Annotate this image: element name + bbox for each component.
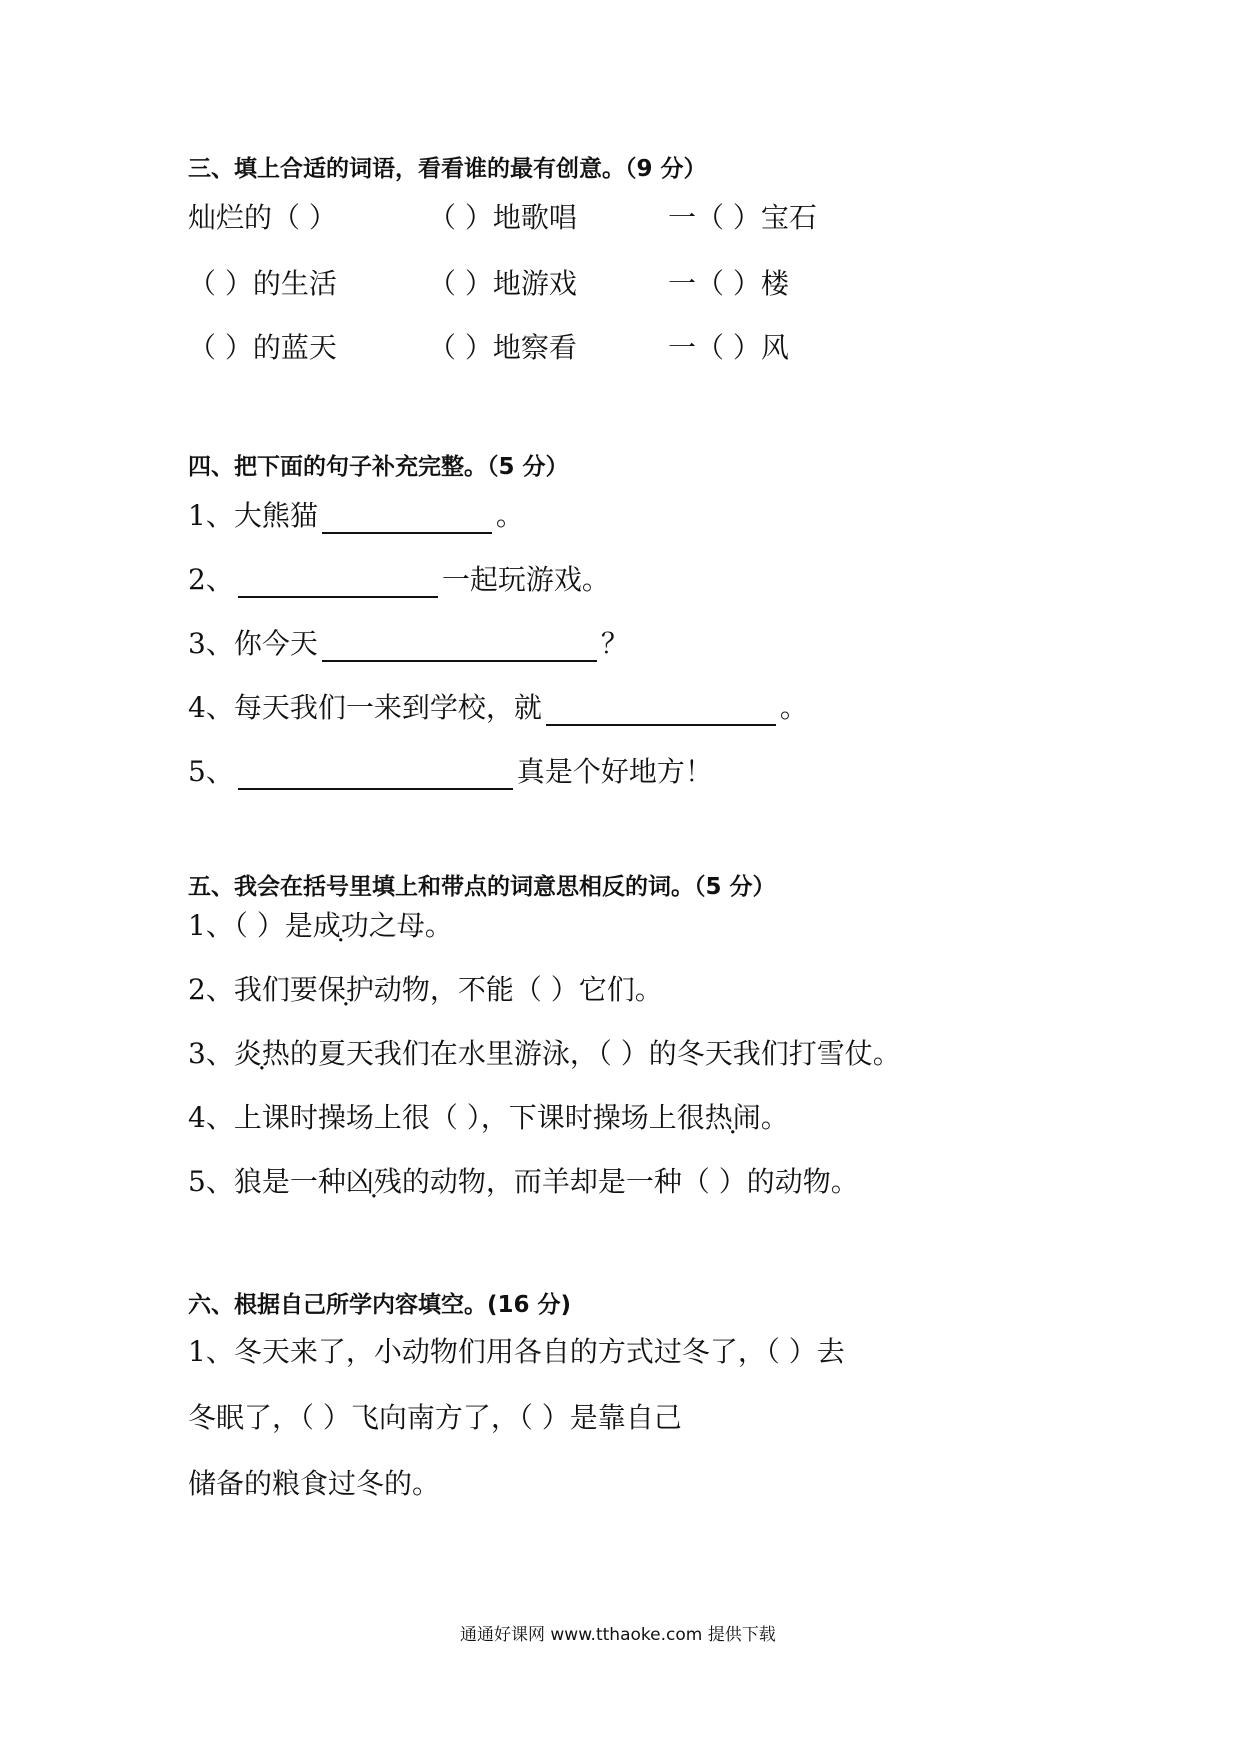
- s4-item-2: [188, 558, 610, 598]
- s5-item-4: [188, 1096, 789, 1136]
- s3-cell-1-2: （ ）地歌唱: [428, 201, 577, 234]
- s4-item-1: [188, 494, 524, 534]
- section-5-heading: 五、我会在括号里填上和带点的词意思相反的词。（5 分）: [188, 874, 776, 900]
- section-4-heading: 四、把下面的句子补充完整。（5 分）: [188, 454, 569, 480]
- s5-item-4-pre: 4、上课时操场上很（ ），下课时操场上很: [188, 1101, 705, 1134]
- s4-item-2-blank[interactable]: [238, 566, 438, 598]
- s5-item-3-post: 的夏天我们在水里游泳，（ ）的冬天我们打雪仗。: [289, 1037, 901, 1070]
- s4-item-5-text: 5、: [188, 755, 234, 788]
- s4-item-3-blank[interactable]: [322, 630, 597, 662]
- s6-line-3: 储备的粮食过冬的。: [188, 1467, 441, 1500]
- s5-item-1-dotted-word: 成功 .: [313, 909, 369, 942]
- s4-item-1-text: 1、大熊猫: [188, 499, 318, 532]
- s6-line-1: 1、冬天来了，小动物们用各自的方式过冬了，（ ）去: [188, 1335, 845, 1368]
- s4-item-5-end: 真是个好地方！: [516, 755, 713, 788]
- s4-item-1-end: 。: [495, 499, 524, 532]
- s5-item-3-dotted-word: 炎热 .: [234, 1037, 290, 1070]
- s5-item-2-pre: 2、我们要: [188, 973, 318, 1006]
- s3-cell-3-3: 一（ ）风: [668, 331, 789, 364]
- s5-item-2-dotted-word: 保护 .: [318, 973, 374, 1006]
- s4-item-4-text: 4、每天我们一来到学校，就: [188, 691, 542, 724]
- s4-item-2-text: 2、: [188, 563, 234, 596]
- s4-item-4: [188, 686, 808, 726]
- s5-item-3-pre: 3、: [188, 1037, 234, 1070]
- s3-cell-2-2: （ ）地游戏: [428, 267, 577, 300]
- s5-item-4-post: 。: [760, 1101, 789, 1134]
- s3-cell-1-3: 一（ ）宝石: [668, 201, 817, 234]
- s6-line-2: 冬眠了，（ ）飞向南方了，（ ）是靠自己: [188, 1401, 682, 1434]
- s5-item-5-post: 的动物，而羊却是一种（ ）的动物。: [401, 1165, 859, 1198]
- page-footer: 通通好课网 www.tthaoke.com 提供下载: [460, 1625, 776, 1645]
- s5-item-5-pre: 5、狼是一种: [188, 1165, 346, 1198]
- s4-item-3: [188, 622, 629, 662]
- s5-item-3: [188, 1032, 901, 1072]
- s3-cell-1-1: 灿烂的（ ）: [188, 201, 337, 234]
- s3-cell-3-1: （ ）的蓝天: [188, 331, 337, 364]
- s5-item-1: [188, 904, 453, 944]
- s3-cell-2-3: 一（ ）楼: [668, 267, 789, 300]
- s5-item-2-post: 动物，不能（ ）它们。: [373, 973, 663, 1006]
- s5-item-5-dotted-word: 凶残 .: [346, 1165, 402, 1198]
- s4-item-4-blank[interactable]: [546, 694, 776, 726]
- s4-item-2-end: 一起玩游戏。: [441, 563, 610, 596]
- s5-item-2: [188, 968, 663, 1008]
- s4-item-4-end: 。: [779, 691, 808, 724]
- s5-item-1-post: 之母。: [368, 909, 453, 942]
- s5-item-5: [188, 1160, 859, 1200]
- s4-item-1-blank[interactable]: [322, 502, 492, 534]
- s4-item-5-blank[interactable]: [238, 758, 513, 790]
- section-6-heading: 六、根据自己所学内容填空。(16 分): [188, 1292, 572, 1318]
- s3-cell-2-1: （ ）的生活: [188, 267, 337, 300]
- s4-item-3-end: ？: [600, 627, 629, 660]
- s3-cell-3-2: （ ）地察看: [428, 331, 577, 364]
- s5-item-4-dotted-word: 热闹 .: [705, 1101, 761, 1134]
- s4-item-3-text: 3、你今天: [188, 627, 318, 660]
- s5-item-1-pre: 1、（ ）是: [188, 909, 313, 942]
- s4-item-5: [188, 750, 713, 790]
- section-3-heading: 三、填上合适的词语，看看谁的最有创意。（9 分）: [188, 156, 707, 182]
